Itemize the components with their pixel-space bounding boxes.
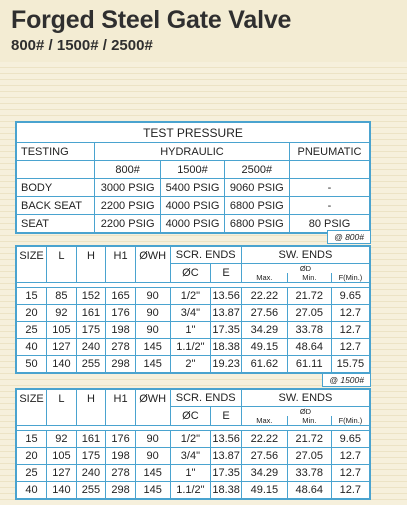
header-l: L <box>47 246 77 283</box>
table-cell: 145 <box>135 465 170 482</box>
dimension-table-800 <box>15 245 371 374</box>
header-h1: H1 <box>106 389 136 426</box>
table-row <box>16 431 370 448</box>
table-cell: 61.11 <box>287 356 331 374</box>
table-cell: 140 <box>47 356 77 374</box>
table-cell: 92 <box>47 305 77 322</box>
table-cell: 12.7 <box>331 339 370 356</box>
table-cell: 90 <box>135 288 170 305</box>
table-row <box>16 322 370 339</box>
table-cell: 90 <box>135 448 170 465</box>
header-owh: ØWH <box>135 246 170 283</box>
table-cell: 49.15 <box>241 482 287 500</box>
header-f: F(Min.) <box>338 272 363 282</box>
table-cell: 298 <box>106 356 136 374</box>
table-cell: 34.29 <box>241 322 287 339</box>
table-cell: 127 <box>47 465 77 482</box>
table-cell: 22.22 <box>241 431 287 448</box>
table-cell: 18.38 <box>211 339 242 356</box>
table-cell: 9.65 <box>331 288 370 305</box>
header <box>0 0 407 62</box>
table-row <box>16 288 370 305</box>
table-cell: 255 <box>76 356 106 374</box>
table-cell: 27.56 <box>241 305 287 322</box>
table-cell: 198 <box>106 448 136 465</box>
table-cell: 85 <box>47 288 77 305</box>
table-cell: 1" <box>170 322 211 339</box>
table-cell: 15 <box>16 288 47 305</box>
header-e: E <box>211 407 242 426</box>
table-cell: 176 <box>106 305 136 322</box>
table-cell: 3/4" <box>170 305 211 322</box>
table-cell: 15 <box>16 431 47 448</box>
class-800: 800# <box>94 161 160 179</box>
header-h: H <box>76 389 106 426</box>
table-cell: 2" <box>170 356 211 374</box>
table-row <box>16 448 370 465</box>
table-cell: 27.05 <box>287 305 331 322</box>
page-title: Forged Steel Gate Valve <box>11 6 292 34</box>
table-cell: 21.72 <box>287 288 331 305</box>
table-row <box>16 465 370 482</box>
table-cell: 40 <box>16 339 47 356</box>
table-row: BODY 3000 PSIG 5400 PSIG 9060 PSIG - <box>16 179 370 197</box>
table-cell: 161 <box>76 305 106 322</box>
table-cell: 175 <box>76 448 106 465</box>
table-cell: 165 <box>106 288 136 305</box>
table-cell: 90 <box>135 431 170 448</box>
table-cell: 105 <box>47 322 77 339</box>
table-cell: 33.78 <box>287 465 331 482</box>
table-row <box>16 356 370 374</box>
header-h1: H1 <box>106 246 136 283</box>
table-cell: 1.1/2" <box>170 339 211 356</box>
table-cell: 13.87 <box>211 448 242 465</box>
table-cell: 12.7 <box>331 448 370 465</box>
table-cell: 161 <box>76 431 106 448</box>
table-cell: 20 <box>16 448 47 465</box>
table-cell: 22.22 <box>241 288 287 305</box>
table-cell: 27.56 <box>241 448 287 465</box>
page-subtitle: 800# / 1500# / 2500# <box>11 37 153 54</box>
table-cell: 278 <box>106 465 136 482</box>
header-testing: TESTING <box>16 143 94 161</box>
table-cell: 198 <box>106 322 136 339</box>
rating-label-800: @ 800# <box>327 230 371 244</box>
table-cell: 240 <box>76 339 106 356</box>
test-pressure-table <box>15 121 371 234</box>
table-row <box>16 482 370 500</box>
table-row <box>16 305 370 322</box>
header-owh: ØWH <box>135 389 170 426</box>
table-cell: 12.7 <box>331 465 370 482</box>
table-cell: 1/2" <box>170 288 211 305</box>
table-cell: 12.7 <box>331 482 370 500</box>
table-cell: 27.05 <box>287 448 331 465</box>
class-1500: 1500# <box>161 161 224 179</box>
class-2500: 2500# <box>224 161 289 179</box>
table-cell: 90 <box>135 322 170 339</box>
table-cell: 15.75 <box>331 356 370 374</box>
table-cell: 127 <box>47 339 77 356</box>
table-cell: 25 <box>16 465 47 482</box>
table-cell: 61.62 <box>241 356 287 374</box>
table-cell: 175 <box>76 322 106 339</box>
table-cell: 105 <box>47 448 77 465</box>
table-cell: 21.72 <box>287 431 331 448</box>
header-f: F(Min.) <box>338 415 363 425</box>
header-size: SIZE <box>16 246 47 283</box>
header-od: ØD <box>299 263 312 273</box>
header-sw-ends: SW. ENDS <box>241 389 370 407</box>
table-cell: 176 <box>106 431 136 448</box>
table-cell: 298 <box>106 482 136 500</box>
table-cell: 12.7 <box>331 322 370 339</box>
table-cell: 48.64 <box>287 339 331 356</box>
header-sw-ends: SW. ENDS <box>241 246 370 264</box>
table-cell: 49.15 <box>241 339 287 356</box>
table-row: BACK SEAT 2200 PSIG 4000 PSIG 6800 PSIG - <box>16 197 370 215</box>
table-cell: 92 <box>47 431 77 448</box>
table-cell: 13.56 <box>211 431 242 448</box>
table-cell: 48.64 <box>287 482 331 500</box>
table-cell: 50 <box>16 356 47 374</box>
table-cell: 145 <box>135 339 170 356</box>
header-oc: ØC <box>170 407 211 426</box>
table-cell: 152 <box>76 288 106 305</box>
header-scr-ends: SCR. ENDS <box>170 246 241 264</box>
table-cell: 40 <box>16 482 47 500</box>
table-cell: 13.87 <box>211 305 242 322</box>
table-cell: 240 <box>76 465 106 482</box>
table-cell: 34.29 <box>241 465 287 482</box>
table-cell: 3/4" <box>170 448 211 465</box>
header-size: SIZE <box>16 389 47 426</box>
table-row <box>16 339 370 356</box>
header-hydraulic: HYDRAULIC <box>94 143 289 161</box>
header-oc: ØC <box>170 264 211 283</box>
header-od: ØD <box>299 406 312 416</box>
table-cell: 9.65 <box>331 431 370 448</box>
header-pneumatic: PNEUMATIC <box>290 143 370 161</box>
table-cell: 17.35 <box>211 465 242 482</box>
table-cell: 17.35 <box>211 322 242 339</box>
table-cell: 1" <box>170 465 211 482</box>
table-cell: 33.78 <box>287 322 331 339</box>
table-cell: 145 <box>135 356 170 374</box>
header-h: H <box>76 246 106 283</box>
table-cell: 18.38 <box>211 482 242 500</box>
table-cell: 13.56 <box>211 288 242 305</box>
header-l: L <box>47 389 77 426</box>
table-cell: 90 <box>135 305 170 322</box>
dimension-table-1500 <box>15 388 371 500</box>
table-cell: 145 <box>135 482 170 500</box>
table-cell: 25 <box>16 322 47 339</box>
table-cell: 278 <box>106 339 136 356</box>
header-max: Max. <box>242 273 288 282</box>
table-cell: 255 <box>76 482 106 500</box>
header-max: Max. <box>242 416 288 425</box>
test-pressure-title: TEST PRESSURE <box>16 122 370 143</box>
header-min: Min. <box>288 273 332 282</box>
header-min: Min. <box>288 416 332 425</box>
table-cell: 20 <box>16 305 47 322</box>
rating-label-1500: @ 1500# <box>322 373 371 387</box>
table-cell: 140 <box>47 482 77 500</box>
header-e: E <box>211 264 242 283</box>
table-cell: 1/2" <box>170 431 211 448</box>
table-row: SEAT 2200 PSIG 4000 PSIG 6800 PSIG 80 PSIG <box>16 215 370 234</box>
table-cell: 1.1/2" <box>170 482 211 500</box>
table-cell: 19.23 <box>211 356 242 374</box>
table-cell: 12.7 <box>331 305 370 322</box>
header-scr-ends: SCR. ENDS <box>170 389 241 407</box>
